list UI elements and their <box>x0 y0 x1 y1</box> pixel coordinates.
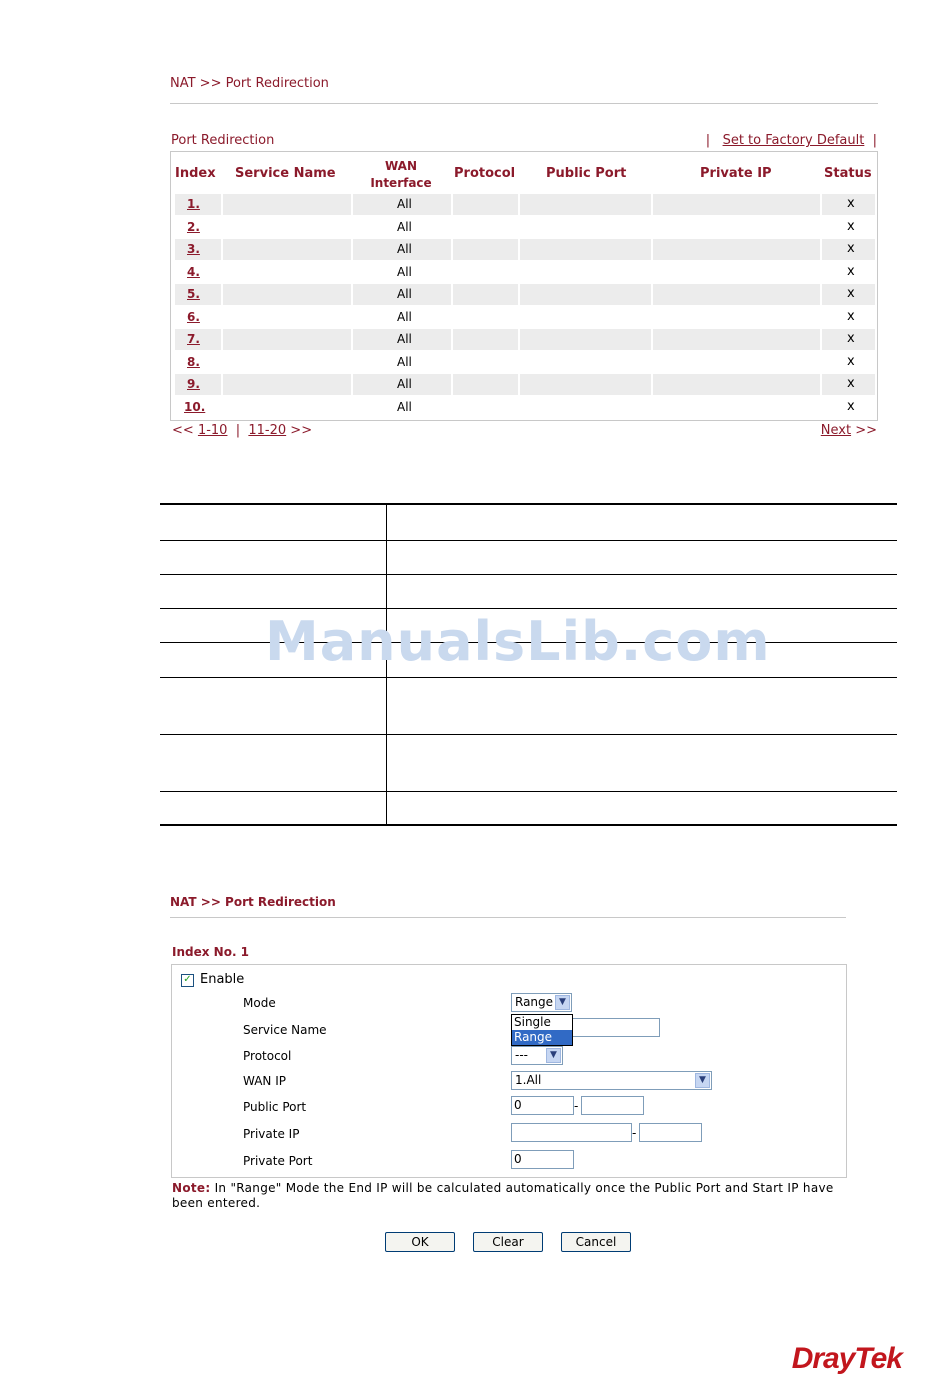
table-rule <box>160 677 897 678</box>
page-link-1-10[interactable]: 1-10 <box>197 423 228 438</box>
status-value: x <box>847 308 855 324</box>
status-value: x <box>847 241 855 256</box>
wan-interface-value: All <box>397 354 412 369</box>
private-ip-label: Private IP <box>243 1127 300 1141</box>
mode-option-range[interactable]: Range <box>512 1030 572 1045</box>
protocol-select-value: --- <box>515 1048 528 1062</box>
table-row <box>175 352 875 373</box>
table-cell <box>653 194 820 215</box>
table-cell <box>520 374 651 395</box>
table-cell <box>520 194 651 215</box>
table-cell <box>653 239 820 260</box>
table-row <box>175 374 875 395</box>
private-ip-end-input[interactable] <box>639 1123 702 1142</box>
table-cell <box>223 262 351 283</box>
table-row <box>175 284 875 305</box>
private-port-label: Private Port <box>243 1154 313 1168</box>
table-cell <box>653 352 820 373</box>
pager-separator: | <box>235 423 241 438</box>
factory-default-area <box>706 133 877 148</box>
table-cell <box>223 284 351 305</box>
status-value: x <box>847 286 855 301</box>
enable-label: Enable <box>200 972 245 987</box>
table-cell <box>653 374 820 395</box>
wan-interface-value: All <box>397 197 412 211</box>
protocol-select[interactable] <box>511 1046 563 1065</box>
col-header-public-port: Public Port <box>546 166 627 181</box>
col-header-wan-line2: Interface <box>370 176 432 190</box>
note-body: In "Range" Mode the End IP will be calculated automatically once the Public Port and Start IP have been entered. <box>172 1181 834 1210</box>
wan-interface-value: All <box>397 264 412 279</box>
wan-ip-select[interactable] <box>511 1071 712 1090</box>
table-cell <box>453 217 518 238</box>
table-cell <box>453 194 518 215</box>
wan-interface-value: All <box>397 377 412 391</box>
wan-interface-value: All <box>397 242 412 256</box>
table-cell <box>653 397 820 418</box>
status-value: x <box>847 218 855 234</box>
table-cell <box>453 307 518 328</box>
wan-interface-value: All <box>397 219 412 234</box>
prev-arrows: << <box>172 423 194 438</box>
pager-right <box>821 423 877 438</box>
wan-interface-value: All <box>397 332 412 346</box>
col-header-status: Status <box>824 166 872 181</box>
table-cell <box>653 217 820 238</box>
wan-interface-value: All <box>397 287 412 301</box>
watermark: ManualsLib.com <box>265 610 771 673</box>
note-text <box>172 1181 848 1211</box>
col-header-wan-interface <box>359 158 443 192</box>
table-rule <box>160 824 897 826</box>
mode-label: Mode <box>243 996 276 1010</box>
public-port-label: Public Port <box>243 1100 307 1114</box>
table-cell <box>223 307 351 328</box>
form-breadcrumb: NAT >> Port Redirection <box>170 895 336 909</box>
separator: | <box>705 133 711 148</box>
set-factory-default-link[interactable]: Set to Factory Default <box>722 133 865 148</box>
table-rule <box>160 608 897 609</box>
wan-ip-select-value: 1.All <box>515 1073 542 1087</box>
table-cell <box>520 397 651 418</box>
status-value: x <box>847 353 855 369</box>
wan-interface-value: All <box>397 399 412 414</box>
index-title: Index No. 1 <box>172 945 250 959</box>
table-cell <box>223 194 351 215</box>
range-dash: - <box>632 1126 637 1140</box>
edit-form <box>171 964 847 1178</box>
protocol-label: Protocol <box>243 1049 292 1063</box>
table-cell <box>223 217 351 238</box>
mode-option-single[interactable]: Single <box>514 1015 551 1029</box>
public-port-start-input[interactable]: 0 <box>511 1096 574 1115</box>
index-link[interactable]: 9. <box>187 377 200 391</box>
table-cell <box>520 239 651 260</box>
table-rule <box>160 574 897 575</box>
table-cell <box>223 397 351 418</box>
table-cell <box>223 352 351 373</box>
col-header-index: Index <box>175 166 216 181</box>
table-cell <box>520 217 651 238</box>
table-cell <box>520 284 651 305</box>
status-value: x <box>847 376 855 391</box>
chevron-down-icon: ▼ <box>695 1073 710 1088</box>
table-cell <box>520 307 651 328</box>
col-header-wan-line1: WAN <box>384 159 418 173</box>
private-ip-start-input[interactable] <box>511 1123 632 1142</box>
table-cell <box>223 329 351 350</box>
header-divider <box>170 103 878 104</box>
table-cell <box>453 284 518 305</box>
table-cell <box>653 307 820 328</box>
table-cell <box>453 397 518 418</box>
table-cell <box>453 262 518 283</box>
wan-ip-label: WAN IP <box>243 1074 286 1088</box>
table-cell <box>653 262 820 283</box>
table-row <box>175 307 875 328</box>
index-link[interactable]: 4. <box>187 264 200 279</box>
status-value: x <box>847 398 855 414</box>
table-cell <box>453 329 518 350</box>
pager-left <box>172 423 312 438</box>
mode-select[interactable] <box>511 993 572 1012</box>
enable-checkbox[interactable]: ✓ <box>181 974 194 987</box>
wan-interface-value: All <box>397 309 412 324</box>
col-header-service-name: Service Name <box>235 166 336 181</box>
clear-button[interactable]: Clear <box>473 1232 543 1252</box>
col-header-protocol: Protocol <box>454 166 516 181</box>
table-rule <box>160 791 897 792</box>
table-rule <box>160 503 897 505</box>
service-name-label: Service Name <box>243 1023 327 1037</box>
table-row <box>175 217 875 238</box>
pager-arrows: >> <box>290 423 313 438</box>
table-cell <box>453 374 518 395</box>
status-value: x <box>847 331 855 346</box>
port-redirection-table <box>170 151 878 421</box>
index-link[interactable]: 3. <box>187 242 200 256</box>
table-rule <box>160 540 897 541</box>
col-header-private-ip: Private IP <box>700 166 772 181</box>
table-row <box>175 262 875 283</box>
table-cell <box>520 329 651 350</box>
index-link[interactable]: 8. <box>187 354 200 369</box>
table-row <box>175 329 875 350</box>
status-value: x <box>847 263 855 279</box>
form-divider <box>170 917 846 918</box>
note-label: Note: <box>172 1181 211 1195</box>
table-cell <box>520 352 651 373</box>
chevron-down-icon: ▼ <box>555 995 570 1010</box>
page-breadcrumb: NAT >> Port Redirection <box>170 76 329 91</box>
table-rule <box>160 734 897 735</box>
page-link-11-20[interactable]: 11-20 <box>248 423 287 438</box>
cancel-button[interactable]: Cancel <box>561 1232 631 1252</box>
table-row <box>175 239 875 260</box>
index-link[interactable]: 6. <box>187 309 200 324</box>
table-cell <box>223 374 351 395</box>
table-row <box>175 194 875 215</box>
index-link[interactable]: 7. <box>187 332 200 346</box>
separator: | <box>872 133 877 148</box>
ok-button[interactable]: OK <box>385 1232 455 1252</box>
status-value: x <box>847 196 855 211</box>
chevron-down-icon: ▼ <box>546 1048 561 1063</box>
next-arrows: >> <box>855 423 877 438</box>
range-dash: - <box>574 1099 579 1113</box>
index-link[interactable]: 1. <box>187 197 200 211</box>
index-link[interactable]: 10. <box>184 399 206 414</box>
table-cell <box>653 329 820 350</box>
table-cell <box>653 284 820 305</box>
draytek-logo: DrayTek <box>791 1342 902 1375</box>
index-link[interactable]: 5. <box>187 287 200 301</box>
mode-select-value: Range <box>515 995 554 1009</box>
private-port-input[interactable]: 0 <box>511 1150 574 1169</box>
table-row <box>175 397 875 418</box>
next-link[interactable]: Next <box>820 423 852 438</box>
table-cell <box>453 239 518 260</box>
list-title: Port Redirection <box>171 133 275 148</box>
table-cell <box>453 352 518 373</box>
table-cell <box>223 239 351 260</box>
mode-dropdown-list <box>511 1014 573 1046</box>
index-link[interactable]: 2. <box>187 219 200 234</box>
table-cell <box>520 262 651 283</box>
public-port-end-input[interactable] <box>581 1096 644 1115</box>
